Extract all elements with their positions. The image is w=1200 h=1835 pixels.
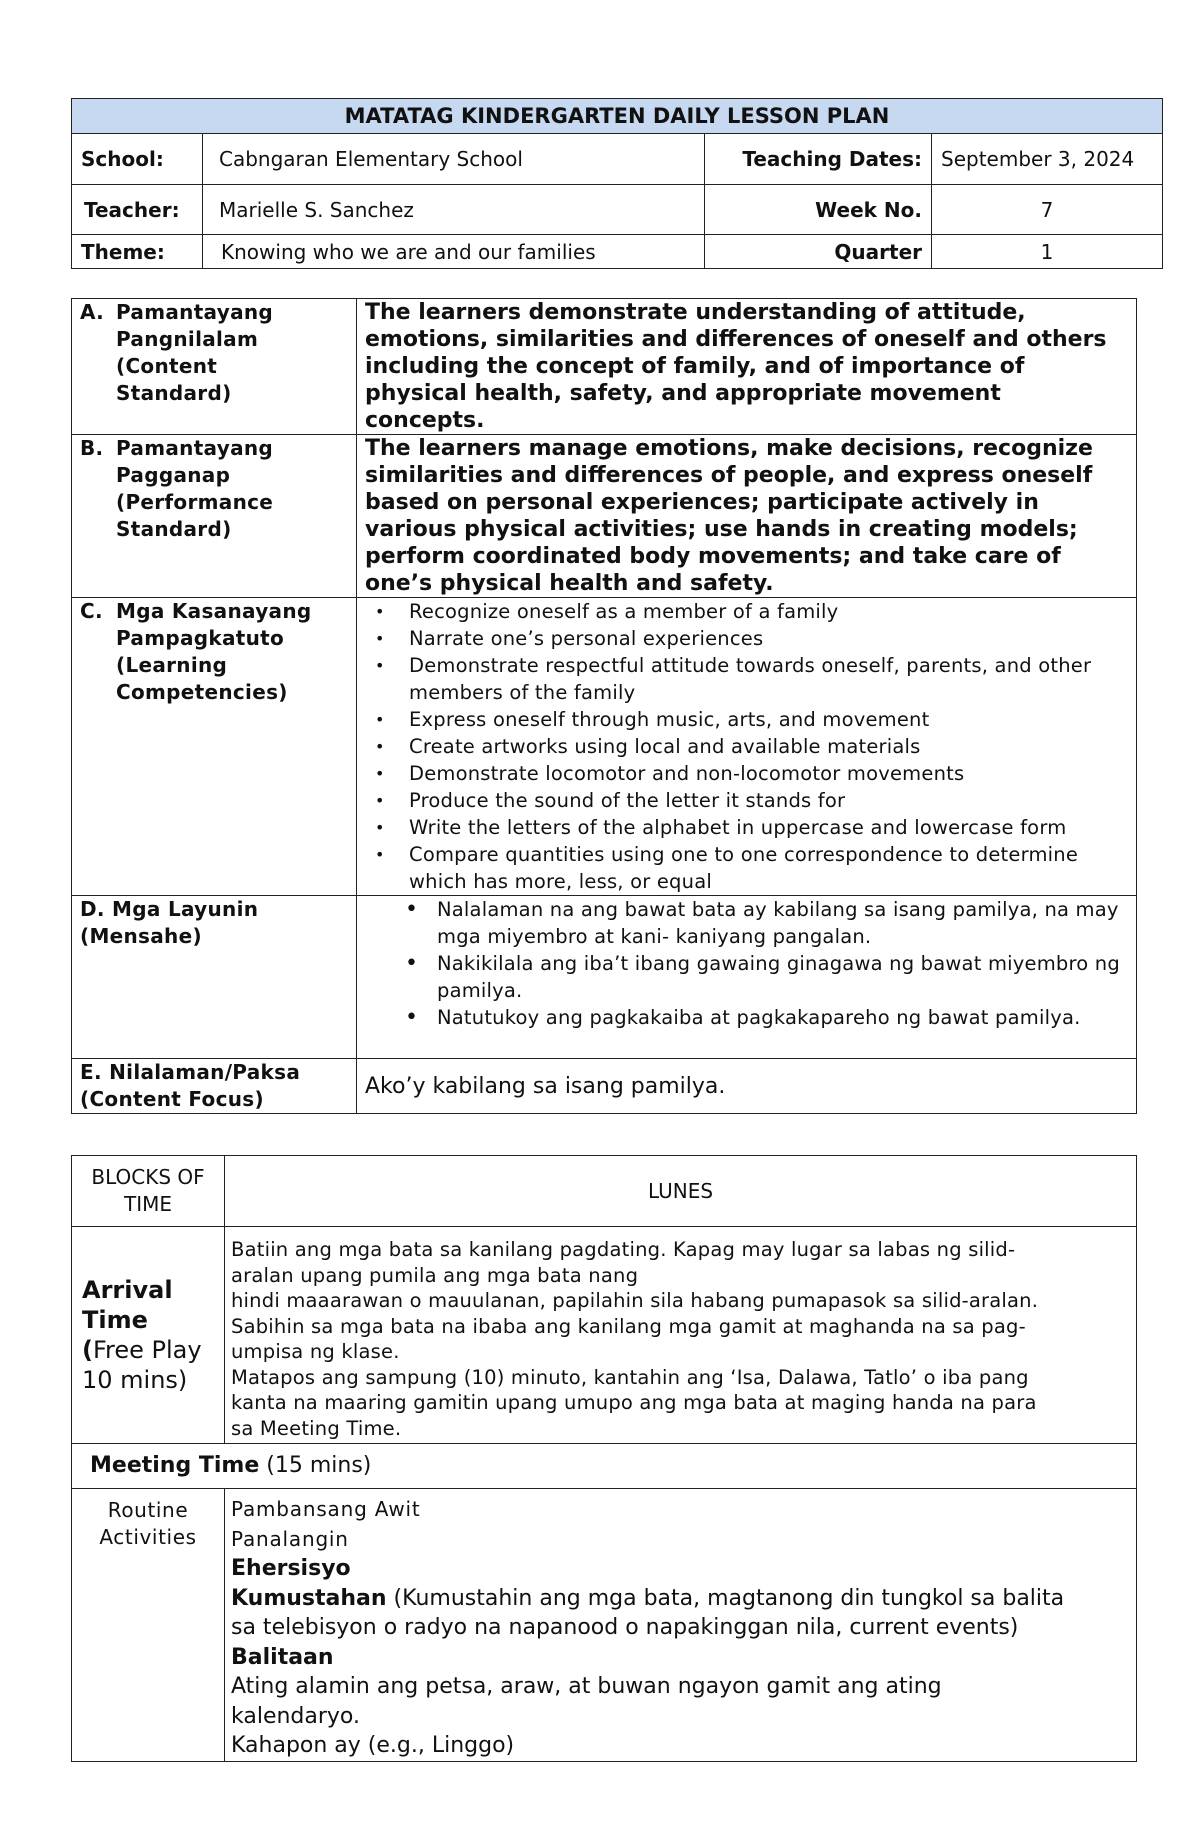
list-item: • Express oneself through music, arts, and movement — [365, 706, 1128, 733]
teacher-value: Marielle S. Sanchez — [203, 185, 705, 235]
list-item: • Demonstrate locomotor and non-locomotor movements — [365, 760, 1128, 787]
day-header: LUNES — [225, 1156, 1137, 1227]
list-item: • Compare quantities using one to one correspondence to determine which has more, less, or equal — [365, 841, 1128, 895]
list-item: • Create artworks using local and available materials — [365, 733, 1128, 760]
quarter-value: 1 — [932, 235, 1163, 269]
routine-activities-label: Routine Activities — [72, 1489, 225, 1762]
list-item: • Produce the sound of the letter it stands for — [365, 787, 1128, 814]
list-item: • Narrate one’s personal experiences — [365, 625, 1128, 652]
arrival-time-instructions: Batiin ang mga bata sa kanilang pagdating. Kapag may lugar sa labas ng silid- aralan upang pumila ang mga bata nang hindi maaarawan o mauulanan, papilahin sila habang pumapasok sa silid-aralan. Sabihin sa mga bata na ibaba ang kanilang mga gamit at maghanda na sa pag- umpisa ng klase. Matapos ang sampung (10) minuto, kantahin ang ‘Isa, Dalawa, Tatlo’ o iba pang kanta na maaring gamitin upang umupo ang mga bata at maging handa na para sa Meeting Time. — [225, 1227, 1137, 1444]
content-focus-text: Ako’y kabilang sa isang pamilya. — [357, 1059, 1137, 1114]
blocks-of-time-table — [71, 1155, 1137, 1762]
blocks-of-time-header: BLOCKS OF TIME — [72, 1156, 225, 1227]
list-item: • Nalalaman na ang bawat bata ay kabilang sa isang pamilya, na may mga miyembro at kani- kaniyang pangalan. — [365, 896, 1128, 950]
teacher-label: Teacher: — [72, 185, 203, 235]
routine-activities-content: Pambansang Awit Panalangin Ehersisyo Kumustahan (Kumustahin ang mga bata, magtanong din tungkol sa balita sa telebisyon o radyo na napanood o napakinggan nila, current events) Balitaan Ating alamin ang petsa, araw, at buwan ngayon gamit ang ating kalendaryo. Kahapon ay (e.g., Linggo) — [225, 1489, 1137, 1762]
standards-table — [71, 298, 1137, 1114]
objectives-list — [357, 896, 1137, 1059]
list-item: • Nakikilala ang iba’t ibang gawaing ginagawa ng bawat miyembro ng pamilya. — [365, 950, 1128, 1004]
page-title: MATATAG KINDERGARTEN DAILY LESSON PLAN — [72, 99, 1163, 134]
teaching-dates-value: September 3, 2024 — [932, 134, 1163, 185]
list-item: • Natutukoy ang pagkakaiba at pagkakapareho ng bawat pamilya. — [365, 1004, 1128, 1031]
arrival-time-label: Arrival Time (Free Play 10 mins) — [72, 1227, 225, 1444]
list-item: • Demonstrate respectful attitude towards oneself, parents, and other members of the family — [365, 652, 1128, 706]
learning-competencies-list — [357, 598, 1137, 896]
learning-competencies-label: C. Mga Kasanayang Pampagkatuto (Learning Competencies) — [72, 598, 357, 896]
meeting-time-row: Meeting Time (15 mins) — [72, 1444, 1137, 1489]
content-focus-label: E. Nilalaman/Paksa (Content Focus) — [72, 1059, 357, 1114]
school-label: School: — [72, 134, 203, 185]
content-standard-text: The learners demonstrate understanding of attitude, emotions, similarities and differences of oneself and others including the concept of family, and of importance of physical health, safety, and appropriate movement concepts. — [357, 299, 1137, 435]
objectives-label: D. Mga Layunin (Mensahe) — [72, 896, 357, 1059]
quarter-label: Quarter — [705, 235, 932, 269]
week-label: Week No. — [705, 185, 932, 235]
school-value: Cabngaran Elementary School — [203, 134, 705, 185]
teaching-dates-label: Teaching Dates: — [705, 134, 932, 185]
theme-label: Theme: — [72, 235, 203, 269]
performance-standard-text: The learners manage emotions, make decisions, recognize similarities and differences of people, and express oneself based on personal experiences; participate actively in various physical activities; use hands in creating models; perform coordinated body movements; and take care of one’s physical health and safety. — [357, 435, 1137, 598]
list-item: • Recognize oneself as a member of a family — [365, 598, 1128, 625]
performance-standard-label: B. Pamantayang Pagganap (Performance Standard) — [72, 435, 357, 598]
week-value: 7 — [932, 185, 1163, 235]
theme-value: Knowing who we are and our families — [203, 235, 705, 269]
lesson-plan-header-table — [71, 98, 1163, 269]
content-standard-label: A. Pamantayang Pangnilalam (Content Standard) — [72, 299, 357, 435]
list-item: • Write the letters of the alphabet in uppercase and lowercase form — [365, 814, 1128, 841]
